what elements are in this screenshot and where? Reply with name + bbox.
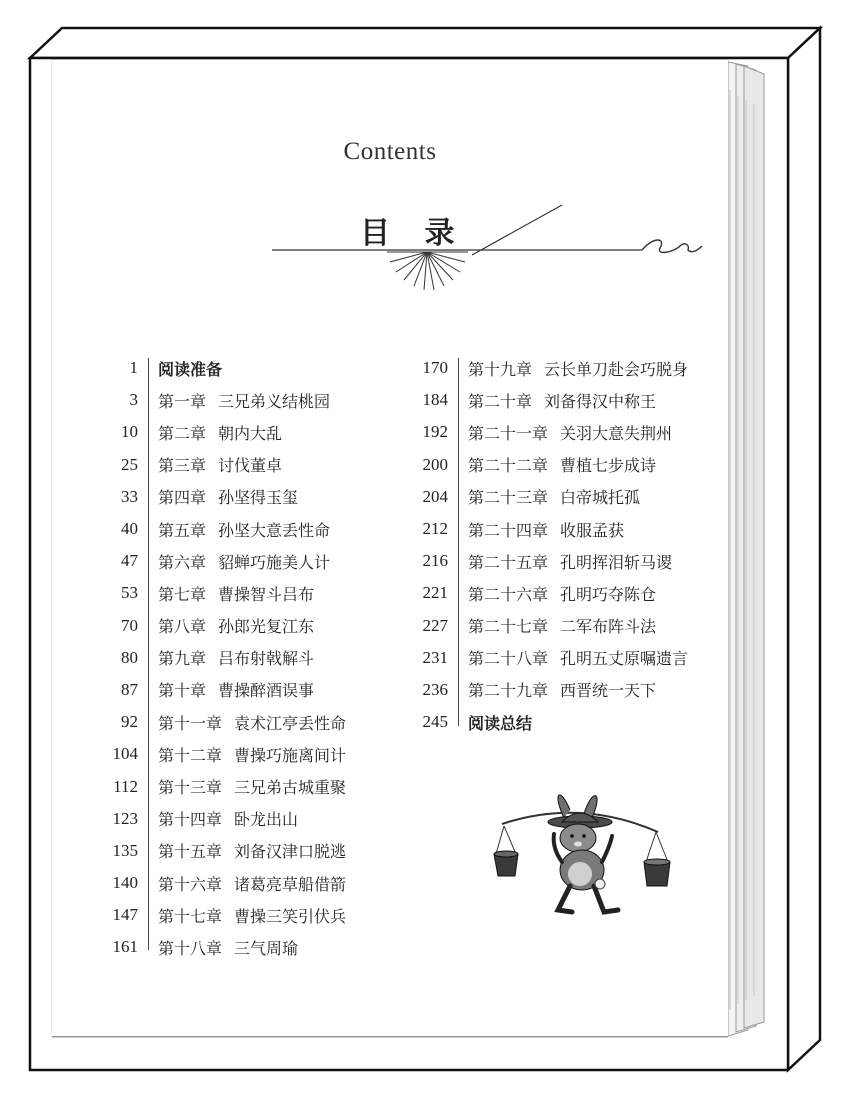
- toc-chapter-number: 第二十八章: [468, 649, 549, 669]
- toc-entry: [102, 577, 432, 609]
- toc-entry: [412, 642, 732, 674]
- toc-chapter: [458, 421, 672, 444]
- toc-chapter-title: 讨伐董卓: [218, 456, 283, 476]
- toc-page-number: 40: [121, 519, 138, 539]
- toc-chapter-number: 第二十二章: [468, 456, 549, 476]
- toc-chapter-number: 第十二章: [158, 745, 223, 765]
- toc-entry: [102, 706, 432, 738]
- toc-chapter: [148, 807, 298, 830]
- toc-page-number: 92: [121, 712, 138, 732]
- toc-chapter: [148, 614, 314, 637]
- toc-chapter: [148, 775, 346, 798]
- toc-entry: [412, 352, 732, 384]
- toc-chapter-number: 第九章: [158, 649, 207, 669]
- toc-chapter: [148, 743, 346, 766]
- toc-entry: [102, 545, 432, 577]
- toc-chapter: [148, 839, 346, 862]
- toc-chapter: [458, 485, 640, 508]
- toc-chapter-title: 曹操巧施离间计: [234, 745, 347, 765]
- toc-chapter-number: 第一章: [158, 391, 207, 411]
- toc-chapter-title: 朝内大乱: [218, 423, 283, 443]
- toc-chapter: [148, 421, 282, 444]
- toc-entry: [102, 513, 432, 545]
- toc-page-number: 3: [129, 390, 138, 410]
- toc-chapter-number: 第十四章: [158, 810, 223, 830]
- toc-page-number: 87: [121, 679, 138, 699]
- toc-chapter: [458, 614, 656, 637]
- toc-chapter-number: 第十章: [158, 681, 207, 701]
- toc-chapter: [458, 550, 672, 573]
- toc-page-number: 227: [422, 615, 448, 635]
- toc-entry: [412, 610, 732, 642]
- toc-chapter: [148, 872, 346, 895]
- toc-entry: [102, 610, 432, 642]
- toc-chapter: [148, 357, 222, 380]
- toc-chapter: [148, 678, 314, 701]
- toc-chapter: [148, 453, 282, 476]
- toc-chapter-number: 第五章: [158, 520, 207, 540]
- toc-entry: [102, 931, 432, 963]
- toc-chapter-number: 第二十五章: [468, 552, 549, 572]
- toc-chapter: [458, 678, 656, 701]
- toc-entry: [102, 867, 432, 899]
- toc-chapter-number: 第二十六章: [468, 584, 549, 604]
- toc-chapter-number: 第二十七章: [468, 617, 549, 637]
- toc-chapter: [148, 550, 330, 573]
- toc-entry: [412, 674, 732, 706]
- toc-chapter-number: 第十六章: [158, 874, 223, 894]
- toc-chapter-number: 第十九章: [468, 359, 533, 379]
- toc-chapter-number: 第八章: [158, 617, 207, 637]
- toc-chapter: [458, 453, 656, 476]
- toc-chapter-number: 第十八章: [158, 938, 223, 958]
- toc-chapter-title: 三兄弟古城重聚: [234, 778, 347, 798]
- toc-page-number: 135: [112, 840, 138, 860]
- toc-chapter: [148, 646, 314, 669]
- toc-chapter-number: 第三章: [158, 456, 207, 476]
- toc-chapter-number: 第二十四章: [468, 520, 549, 540]
- toc-entry: [102, 449, 432, 481]
- toc-chapter: [458, 389, 656, 412]
- toc-page-number: 221: [422, 583, 448, 603]
- toc-chapter-title: 刘备得汉中称王: [544, 391, 657, 411]
- toc-chapter-number: 第十五章: [158, 842, 223, 862]
- toc-chapter-title: 卧龙出山: [234, 810, 299, 830]
- toc-chapter-number: 第二十三章: [468, 488, 549, 508]
- toc-chapter-title: 关羽大意失荆州: [560, 423, 673, 443]
- toc-page-number: 1: [129, 358, 138, 378]
- toc-entry: [102, 481, 432, 513]
- toc-page-number: 104: [112, 744, 138, 764]
- toc-chapter-title: 二军布阵斗法: [560, 617, 657, 637]
- toc-chapter-title: 袁术江亭丢性命: [234, 713, 347, 733]
- toc-entry: [412, 384, 732, 416]
- toc-page-number: 112: [113, 776, 138, 796]
- toc-page-number: 80: [121, 647, 138, 667]
- toc-chapter-title: 云长单刀赴会巧脱身: [544, 359, 689, 379]
- toc-entry: [412, 449, 732, 481]
- title-ornament: [262, 200, 712, 300]
- toc-chapter-title: 收服孟获: [560, 520, 625, 540]
- toc-entry: [102, 899, 432, 931]
- toc-chapter-number: 第七章: [158, 584, 207, 604]
- contents-page: [52, 60, 728, 1036]
- toc-entry: [102, 835, 432, 867]
- toc-page-number: 161: [112, 937, 138, 957]
- toc-page-number: 184: [422, 390, 448, 410]
- toc-chapter-title: 阅读总结: [468, 713, 533, 733]
- toc-entry: [412, 545, 732, 577]
- toc-page-number: 200: [422, 454, 448, 474]
- toc-chapter: [458, 646, 688, 669]
- toc-chapter: [148, 582, 314, 605]
- toc-left-column: [102, 352, 432, 964]
- toc-chapter: [148, 936, 298, 959]
- toc-page-number: 212: [422, 519, 448, 539]
- toc-chapter-number: 第二章: [158, 423, 207, 443]
- toc-chapter-number: 第十三章: [158, 778, 223, 798]
- toc-chapter-title: 刘备汉津口脱逃: [234, 842, 347, 862]
- toc-right-column: [412, 352, 732, 738]
- toc-chapter-title: 白帝城托孤: [560, 488, 641, 508]
- toc-page-number: 140: [112, 873, 138, 893]
- toc-chapter: [458, 357, 688, 380]
- toc-entry: [102, 352, 432, 384]
- toc-entry: [102, 384, 432, 416]
- toc-chapter-number: 第二十九章: [468, 681, 549, 701]
- toc-chapter-title: 孙坚得玉玺: [218, 488, 299, 508]
- rabbit-illustration: [492, 788, 672, 928]
- toc-chapter-title: 曹植七步成诗: [560, 456, 657, 476]
- toc-chapter: [148, 485, 298, 508]
- contents-heading: Contents: [343, 138, 437, 165]
- toc-page-number: 236: [422, 679, 448, 699]
- toc-chapter-title: 曹操醉酒误事: [218, 681, 315, 701]
- toc-page-number: 216: [422, 551, 448, 571]
- toc-chapter-title: 貂蝉巧施美人计: [218, 552, 331, 572]
- toc-entry: [102, 803, 432, 835]
- mulu-heading: 目 录: [360, 216, 467, 251]
- toc-entry: [412, 416, 732, 448]
- toc-chapter-title: 吕布射戟解斗: [218, 649, 315, 669]
- toc-chapter: [458, 711, 532, 734]
- toc-entry: [102, 674, 432, 706]
- toc-chapter: [458, 518, 624, 541]
- toc-chapter: [458, 582, 656, 605]
- toc-page-number: 245: [422, 712, 448, 732]
- toc-chapter-number: 第六章: [158, 552, 207, 572]
- toc-page-number: 192: [422, 422, 448, 442]
- toc-page-number: 147: [112, 905, 138, 925]
- toc-page-number: 123: [112, 808, 138, 828]
- toc-entry: [412, 577, 732, 609]
- toc-chapter-number: 第四章: [158, 488, 207, 508]
- toc-chapter-number: 第十一章: [158, 713, 223, 733]
- toc-chapter-number: 第二十章: [468, 391, 533, 411]
- toc-chapter-title: 阅读准备: [158, 359, 223, 379]
- toc-entry: [412, 481, 732, 513]
- toc-entry: [102, 770, 432, 802]
- toc-page-number: 231: [422, 647, 448, 667]
- toc-chapter-title: 曹操智斗吕布: [218, 584, 315, 604]
- toc-chapter-title: 孙郎光复江东: [218, 617, 315, 637]
- toc-page-number: 47: [121, 551, 138, 571]
- toc-chapter: [148, 711, 346, 734]
- toc-page-number: 25: [121, 454, 138, 474]
- toc-chapter-title: 诸葛亮草船借箭: [234, 874, 347, 894]
- toc-entry: [412, 706, 732, 738]
- toc-page-number: 70: [121, 615, 138, 635]
- toc-chapter-title: 孔明巧夺陈仓: [560, 584, 657, 604]
- toc-entry: [102, 416, 432, 448]
- toc-entry: [102, 642, 432, 674]
- toc-chapter-number: 第十七章: [158, 906, 223, 926]
- toc-entry: [412, 513, 732, 545]
- toc-page-number: 204: [422, 486, 448, 506]
- toc-chapter: [148, 904, 346, 927]
- toc-page-number: 10: [121, 422, 138, 442]
- toc-page-number: 53: [121, 583, 138, 603]
- toc-chapter-number: 第二十一章: [468, 423, 549, 443]
- toc-chapter-title: 三气周瑜: [234, 938, 299, 958]
- toc-chapter-title: 孙坚大意丢性命: [218, 520, 331, 540]
- toc-chapter-title: 孔明挥泪斩马谡: [560, 552, 673, 572]
- toc-chapter-title: 孔明五丈原嘱遗言: [560, 649, 689, 669]
- toc-chapter: [148, 518, 330, 541]
- toc-page-number: 170: [422, 358, 448, 378]
- toc-page-number: 33: [121, 486, 138, 506]
- toc-chapter-title: 曹操三笑引伏兵: [234, 906, 347, 926]
- toc-chapter-title: 西晋统一天下: [560, 681, 657, 701]
- toc-chapter: [148, 389, 330, 412]
- toc-entry: [102, 738, 432, 770]
- toc-chapter-title: 三兄弟义结桃园: [218, 391, 331, 411]
